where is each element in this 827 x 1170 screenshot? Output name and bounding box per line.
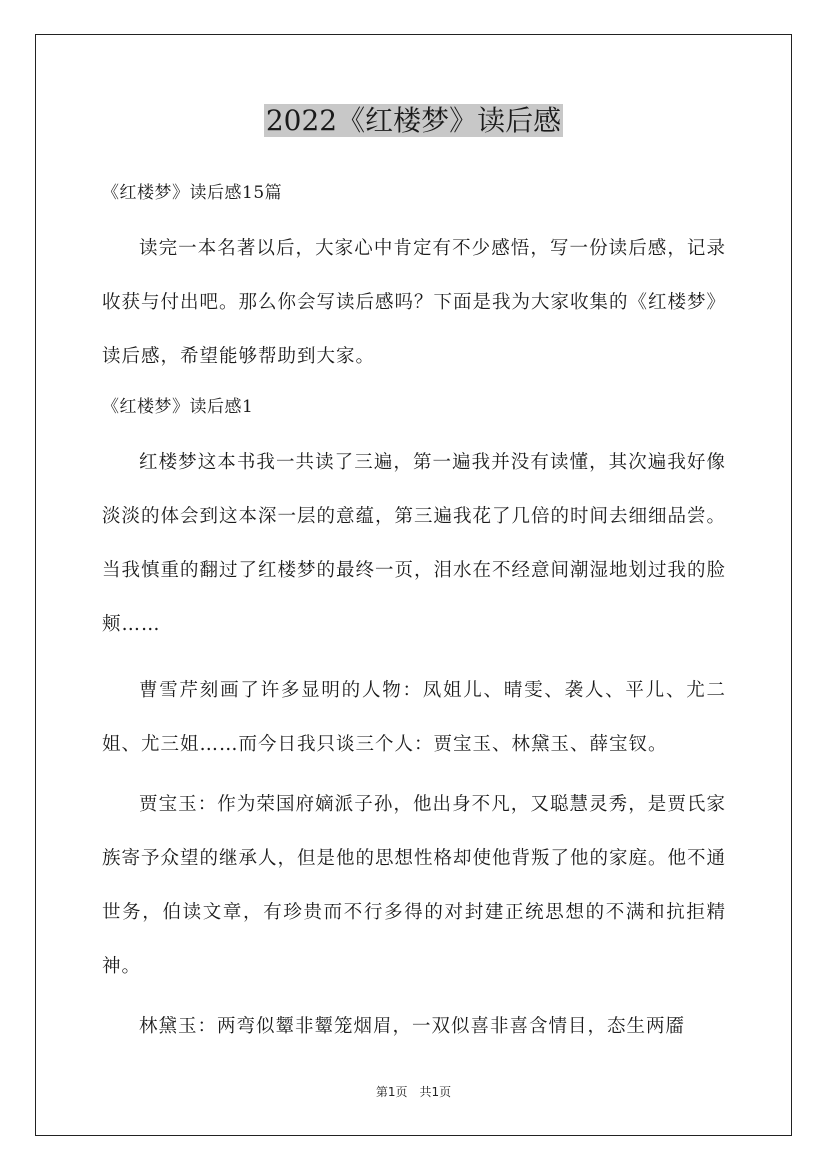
body-paragraph: 曹雪芹刻画了许多显明的人物：凤姐儿、晴雯、袭人、平儿、尤二姐、尤三姐……而今日我只谈三个人：贾宝玉、林黛玉、薛宝钗。 [102, 680, 726, 755]
page-count: 共1页 [419, 1085, 452, 1099]
section-heading: 《红楼梦》读后感1 [102, 397, 254, 417]
page-footer [0, 1083, 827, 1100]
intro-paragraph: 读完一本名著以后，大家心中肯定有不少感悟，写一份读后感，记录收获与付出吧。那么你会写读后感吗？下面是我为大家收集的《红楼梦》读后感，希望能够帮助到大家。 [102, 238, 727, 367]
document-title-text: 2022《红楼梦》读后感 [265, 104, 562, 137]
document-title [0, 100, 827, 142]
page-number: 第1页 [375, 1085, 408, 1099]
body-paragraph: 林黛玉：两弯似颦非颦笼烟眉，一双似喜非喜含情目，态生两靥 [139, 1016, 686, 1037]
document-subtitle: 《红楼梦》读后感15篇 [102, 183, 283, 203]
body-paragraph: 红楼梦这本书我一共读了三遍，第一遍我并没有读懂，其次遍我好像淡淡的体会到这本深一层的意蕴，第三遍我花了几倍的时间去细细品尝。当我慎重的翻过了红楼梦的最终一页，泪水在不经意间潮湿地划过我的脸颊…… [102, 452, 727, 635]
body-paragraph: 贾宝玉：作为荣国府嫡派子孙，他出身不凡，又聪慧灵秀，是贾氏家族寄予众望的继承人，但是他的思想性格却使他背叛了他的家庭。他不通世务，伯读文章，有珍贵而不行多得的对封建正统思想的不满和抗拒精神。 [102, 794, 727, 977]
document-body [102, 170, 726, 1054]
